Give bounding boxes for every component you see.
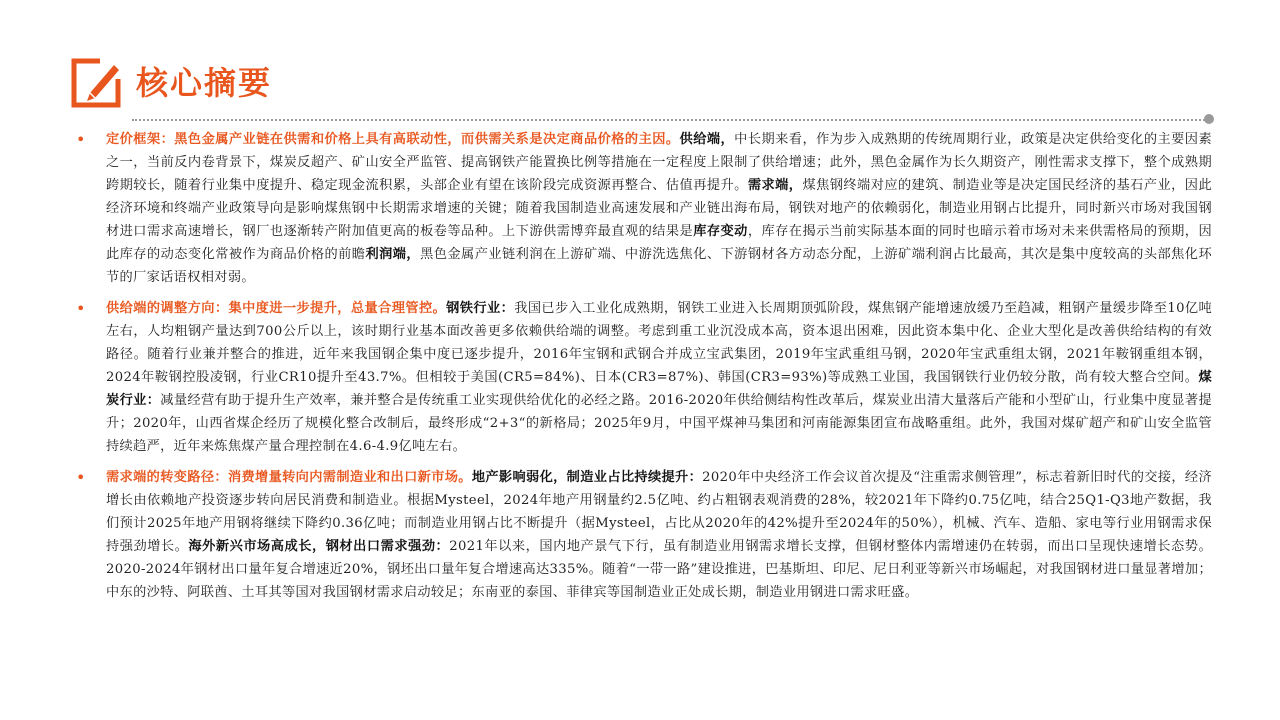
bullet-icon: • (76, 299, 86, 318)
body-text: ，库存在揭示当前实际基本面的同时也暗示着市场对未来供需格局的预期，因此库存的动态变化常被作为商品价格的前瞻 (106, 224, 1212, 262)
heading-text: 定价框架：黑色金属产业链在供需和价格上具有高联动性，而供需关系是决定商品价格的主因。 (106, 132, 680, 147)
paragraph-text (106, 466, 1212, 604)
paragraph-text (106, 128, 1212, 289)
body-text: 煤焦钢终端对应的建筑、制造业等是决定国民经济的基石产业，因此经济环境和终端产业政策导向是影响煤焦钢中长期需求增速的关键；随着我国制造业高速发展和产业链出海布局，钢铁对地产的依赖弱化，制造业用钢占比提升，同时新兴市场对我国钢材进口需求高速增长，钢厂也逐渐转产附加值更高的板卷等品种。上下游供需博弈最直观的结果是 (106, 178, 1212, 239)
bold-text: 供给端， (679, 132, 735, 147)
bold-text: 钢铁行业： (446, 301, 515, 316)
pencil-edit-icon (70, 57, 122, 109)
body-text: 黑色金属产业链利润在上游矿端、中游洗选焦化、下游钢材各方动态分配，上游矿端利润占比最高，其次是集中度较高的头部焦化环节的厂家话语权相对弱。 (106, 247, 1212, 285)
page-header (70, 55, 1220, 113)
summary-paragraph-pricing-framework (76, 128, 1212, 289)
bullet-icon: • (76, 130, 86, 149)
body-text: 我国已步入工业化成熟期，钢铁工业进入长周期顶弧阶段，煤焦钢产能增速放缓乃至趋减，粗钢产量缓步降至10亿吨左右，人均粗钢产量达到700公斤以上，该时期行业基本面改善更多依赖供给端的调整。考虑到重工业沉没成本高，资本退出困难，因此资本集中化、企业大型化是改善供给结构的有效路径。随着行业兼并整合的推进，近年来我国钢企集中度已逐步提升，2016年宝钢和武钢合并成立宝武集团，2019年宝武重组马钢，2020年宝武重组太钢，2021年鞍钢重组本钢，2024年鞍钢控股凌钢，行业CR10提升至43.7%。但相较于美国(CR5=84%)、日本(CR3=87%)、韩国(CR3=93%)等成熟工业国，我国钢铁行业仍较分散，尚有较大整合空间。 (106, 301, 1213, 385)
summary-paragraph-supply-side (76, 297, 1212, 458)
heading-text: 需求端的转变路径：消费增量转向内需制造业和出口新市场。 (106, 470, 472, 485)
page-title: 核心摘要 (136, 64, 273, 102)
summary-content (76, 128, 1212, 612)
summary-paragraph-demand-side (76, 466, 1212, 604)
heading-text: 供给端的调整方向：集中度进一步提升，总量合理管控。 (106, 301, 447, 316)
bold-text: 需求端， (747, 178, 803, 193)
header-divider (132, 119, 1208, 121)
bullet-icon: • (76, 468, 86, 487)
bold-text: 煤炭行业： (106, 370, 1212, 408)
body-text: 2021年以来，国内地产景气下行，虽有制造业用钢需求增长支撑，但钢材整体内需增速仍在转弱，而出口呈现快速增长态势。2020-2024年钢材出口量年复合增速近20%，钢坯出口量年复合增速高达335%。随着“一带一路”建设推进，巴基斯坦、印尼、尼日利亚等新兴市场崛起，对我国钢材进口量显著增加；中东的沙特、阿联酋、土耳其等国对我国钢材需求启动较足；东南亚的泰国、菲律宾等国制造业正处成长期，制造业用钢进口需求旺盛。 (106, 539, 1212, 600)
body-text: 2020年中央经济工作会议首次提及“注重需求侧管理”，标志着新旧时代的交接，经济增长由依赖地产投资逐步转向居民消费和制造业。根据Mysteel，2024年地产用钢量约2.5亿吨、约占粗钢表观消费的28%，较2021年下降约0.75亿吨，结合25Q1-Q3地产数据，我们预计2025年地产用钢将继续下降约0.36亿吨；而制造业用钢占比不断提升（据Mysteel，占比从2020年的42%提升至2024年的50%），机械、汽车、造船、家电等行业用钢需求保持强劲增长。 (106, 470, 1213, 554)
paragraph-text (106, 297, 1212, 458)
bold-text: 地产影响弱化，制造业占比持续提升： (471, 470, 703, 485)
body-text: 中长期来看，作为步入成熟期的传统周期行业，政策是决定供给变化的主要因素之一，当前反内卷背景下，煤炭反超产、矿山安全严监管、提高钢铁产能置换比例等措施在一定程度上限制了供给增速；此外，黑色金属作为长久期资产，刚性需求支撑下，整个成熟期跨期较长，随着行业集中度提升、稳定现金流积累，头部企业有望在该阶段完成资源再整合、估值再提升。 (106, 132, 1212, 193)
bold-text: 海外新兴市场高成长，钢材出口需求强劲： (188, 539, 450, 554)
bold-text: 利润端， (365, 247, 421, 262)
header-divider-dot (1204, 114, 1214, 124)
bold-text: 库存变动 (693, 224, 748, 239)
body-text: 减量经营有助于提升生产效率，兼并整合是传统重工业实现供给优化的必经之路。2016-2020年供给侧结构性改革后，煤炭业出清大量落后产能和小型矿山，行业集中度显著提升；2020年，山西省煤企经历了规模化整合改制后，最终形成“2+3“的新格局；2025年9月，中国平煤神马集团和河南能源集团宣布战略重组。此外，我国对煤矿超产和矿山安全监管持续趋严，近年来炼焦煤产量合理控制在4.6-4.9亿吨左右。 (106, 393, 1212, 454)
